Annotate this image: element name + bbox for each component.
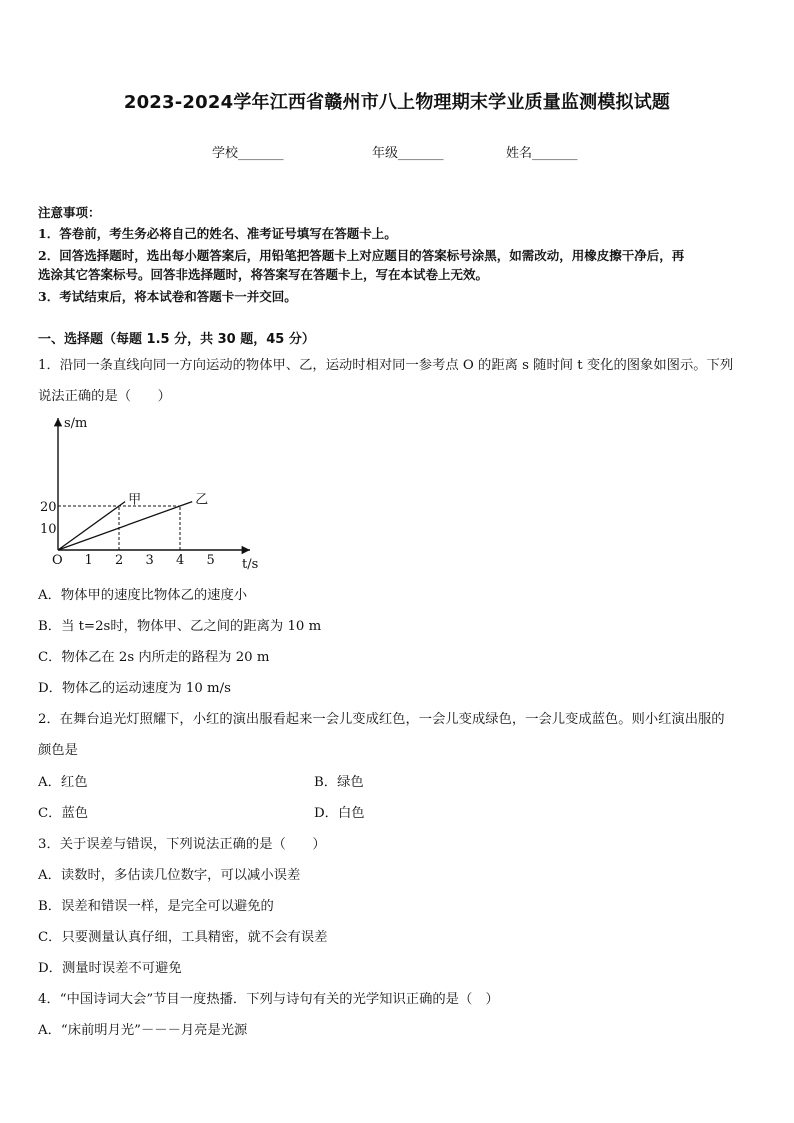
- origin-label: O: [52, 553, 63, 568]
- q3-option-c: C．只要测量认真仔细，工具精密，就不会有误差: [38, 930, 328, 945]
- notice-heading: 注意事项：: [38, 205, 101, 220]
- x-tick-label: 4: [176, 553, 185, 568]
- q2-option-c: C．蓝色: [38, 806, 89, 821]
- school-field: 学校_______: [212, 146, 284, 161]
- q1-stem-cont: 说法正确的是（ ）: [38, 389, 171, 404]
- q4-option-a: A．“床前明月光”－－－月亮是光源: [38, 1023, 248, 1038]
- q3-option-a: A．读数时，多估读几位数字，可以减小误差: [38, 868, 301, 883]
- q2-stem-cont: 颜色是: [38, 743, 78, 758]
- notice-item-1: 1．答卷前，考生务必将自己的姓名、准考证号填写在答题卡上。: [38, 226, 397, 241]
- q2-stem: 2．在舞台追光灯照耀下，小红的演出服看起来一会儿变成红色，一会儿变成绿色，一会儿变成蓝色。则小红演出服的: [38, 712, 725, 727]
- x-tick-label: 5: [206, 553, 215, 568]
- x-tick-label: 3: [145, 553, 154, 568]
- series-label-yi: 乙: [195, 492, 209, 508]
- q1-option-b: B．当 t=2s时，物体甲、乙之间的距离为 10 m: [38, 619, 322, 634]
- series-line-1: [58, 502, 192, 550]
- q2-option-a: A．红色: [38, 775, 88, 790]
- x-tick-label: 1: [84, 553, 93, 568]
- notice-item-2a: 2．回答选择题时，选出每小题答案后，用铅笔把答题卡上对应题目的答案标号涂黑，如需改动，用橡皮擦干净后，再: [38, 248, 685, 263]
- q3-option-b: B．误差和错误一样，是完全可以避免的: [38, 899, 274, 914]
- y-tick-label: 10: [40, 522, 57, 537]
- series-line-0: [58, 502, 125, 550]
- notice-item-2b: 选涂其它答案标号。回答非选择题时，将答案写在答题卡上，写在本试卷上无效。: [38, 267, 489, 282]
- y-axis-label: s/m: [64, 416, 88, 431]
- notice-item-3: 3．考试结束后，将本试卷和答题卡一并交回。: [38, 289, 297, 304]
- grade-field: 年级_______: [372, 146, 444, 161]
- q1-option-d: D．物体乙的运动速度为 10 m/s: [38, 681, 231, 696]
- page-title: 2023-2024学年江西省赣州市八上物理期末学业质量监测模拟试题: [123, 92, 671, 113]
- q1-option-a: A．物体甲的速度比物体乙的速度小: [38, 588, 248, 603]
- name-field: 姓名_______: [506, 146, 578, 161]
- q3-stem: 3．关于误差与错误，下列说法正确的是（ ）: [38, 837, 326, 852]
- s-t-graph: [36, 410, 266, 575]
- q4-stem: 4．“中国诗词大会”节目一度热播．下列与诗句有关的光学知识正确的是（ ）: [38, 992, 499, 1007]
- q1-stem: 1．沿同一条直线向同一方向运动的物体甲、乙，运动时相对同一参考点 O 的距离 s 随时间 t 变化的图象如图示。下列: [38, 358, 734, 373]
- x-tick-label: 2: [115, 553, 124, 568]
- section-heading: 一、选择题（每题 1.5 分，共 30 题，45 分）: [38, 332, 315, 347]
- series-label-jia: 甲: [128, 492, 142, 508]
- q3-option-d: D．测量时误差不可避免: [38, 961, 182, 976]
- q1-option-c: C．物体乙在 2s 内所走的路程为 20 m: [38, 650, 270, 665]
- q2-option-b: B．绿色: [314, 775, 364, 790]
- y-tick-label: 20: [40, 500, 57, 515]
- x-axis-label: t/s: [242, 557, 259, 572]
- q2-option-d: D．白色: [314, 806, 365, 821]
